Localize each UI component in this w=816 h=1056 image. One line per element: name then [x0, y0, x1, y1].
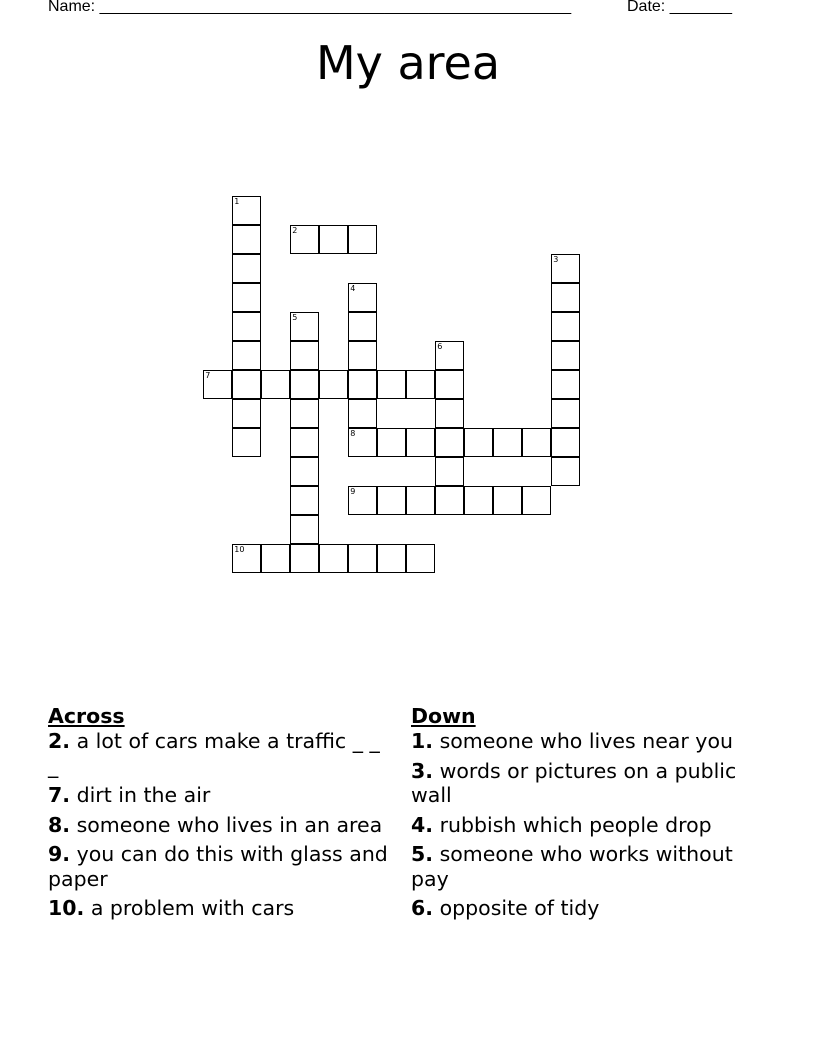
grid-cell[interactable] — [551, 312, 580, 341]
clue-number: 3. — [411, 758, 434, 783]
grid-cell[interactable] — [290, 312, 319, 341]
grid-cell[interactable] — [348, 544, 377, 573]
grid-cell[interactable] — [203, 370, 232, 399]
clue-number: 10. — [48, 896, 85, 920]
clue-number: 8. — [48, 812, 71, 837]
grid-cell[interactable] — [348, 486, 377, 515]
clue-number-label: 5 — [292, 313, 298, 323]
clue-number: 9. — [48, 842, 71, 866]
clue-text: someone who works without pay — [411, 842, 733, 891]
clue-number-label: 8 — [350, 429, 356, 439]
grid-cell[interactable] — [290, 225, 319, 254]
clue-number-label: 9 — [350, 487, 356, 497]
clue-text: opposite of tidy — [433, 896, 600, 920]
clue-number-label: 3 — [553, 255, 559, 265]
grid-cell[interactable] — [435, 428, 464, 457]
grid-cell[interactable] — [377, 428, 406, 457]
down-clue — [411, 759, 756, 808]
grid-cell[interactable] — [348, 428, 377, 457]
grid-cell[interactable] — [232, 428, 261, 457]
clue-number: 1. — [411, 729, 434, 753]
grid-cell[interactable] — [406, 544, 435, 573]
grid-cell[interactable] — [551, 254, 580, 283]
grid-cell[interactable] — [435, 457, 464, 486]
clue-text: words or pictures on a public wall — [411, 758, 737, 807]
down-clues — [411, 703, 756, 926]
across-clue — [48, 783, 388, 808]
grid-cell[interactable] — [232, 544, 261, 573]
across-clue — [48, 896, 388, 921]
clue-text: someone who lives in an area — [70, 812, 383, 837]
grid-cell[interactable] — [261, 544, 290, 573]
grid-cell[interactable] — [348, 341, 377, 370]
grid-cell[interactable] — [551, 399, 580, 428]
grid-cell[interactable] — [261, 370, 290, 399]
clue-text: rubbish which people drop — [433, 812, 712, 837]
clue-number: 6. — [411, 896, 434, 920]
grid-cell[interactable] — [319, 370, 348, 399]
clue-text: dirt in the air — [70, 783, 211, 807]
grid-cell[interactable] — [232, 283, 261, 312]
across-clues — [48, 703, 388, 926]
grid-cell[interactable] — [290, 399, 319, 428]
date-field-label: Date: _______ — [627, 0, 732, 15]
clue-number: 2. — [48, 729, 71, 753]
clue-number-label: 1 — [234, 197, 240, 207]
grid-cell[interactable] — [290, 486, 319, 515]
grid-cell[interactable] — [232, 254, 261, 283]
page-title: My area — [315, 36, 501, 90]
grid-cell[interactable] — [406, 370, 435, 399]
grid-cell[interactable] — [493, 428, 522, 457]
across-clue — [48, 842, 388, 891]
grid-cell[interactable] — [290, 457, 319, 486]
across-heading: Across — [48, 704, 125, 728]
grid-cell[interactable] — [290, 428, 319, 457]
clue-text: a lot of cars make a traffic _ _ _ — [48, 729, 380, 778]
grid-cell[interactable] — [522, 428, 551, 457]
grid-cell[interactable] — [319, 544, 348, 573]
grid-cell[interactable] — [290, 341, 319, 370]
grid-cell[interactable] — [435, 399, 464, 428]
grid-cell[interactable] — [232, 399, 261, 428]
clue-number-label: 7 — [205, 371, 211, 381]
clue-text: you can do this with glass and paper — [48, 842, 388, 891]
grid-cell[interactable] — [551, 370, 580, 399]
grid-cell[interactable] — [290, 544, 319, 573]
grid-cell[interactable] — [290, 515, 319, 544]
grid-cell[interactable] — [232, 370, 261, 399]
grid-cell[interactable] — [377, 370, 406, 399]
clue-text: a problem with cars — [84, 896, 295, 920]
clue-number-label: 4 — [350, 284, 356, 294]
clue-number: 5. — [411, 842, 434, 866]
grid-cell[interactable] — [232, 196, 261, 225]
clue-number: 7. — [48, 783, 71, 807]
grid-cell[interactable] — [464, 428, 493, 457]
grid-cell[interactable] — [377, 486, 406, 515]
crossword-grid — [204, 197, 604, 597]
down-clue — [411, 813, 756, 838]
across-clue — [48, 813, 388, 838]
across-clue — [48, 729, 388, 778]
clue-text: someone who lives near you — [433, 729, 733, 753]
grid-cell[interactable] — [435, 370, 464, 399]
grid-cell[interactable] — [551, 428, 580, 457]
grid-cell[interactable] — [493, 486, 522, 515]
grid-cell[interactable] — [348, 312, 377, 341]
down-clue — [411, 896, 756, 921]
clue-number-label: 10 — [234, 545, 245, 555]
grid-cell[interactable] — [348, 370, 377, 399]
clue-number-label: 6 — [437, 342, 443, 352]
down-clue — [411, 729, 756, 754]
grid-cell[interactable] — [406, 486, 435, 515]
grid-cell[interactable] — [348, 283, 377, 312]
grid-cell[interactable] — [348, 399, 377, 428]
grid-cell[interactable] — [232, 225, 261, 254]
name-field-label: Name: _____________________________________________________ — [48, 0, 572, 15]
grid-cell[interactable] — [406, 428, 435, 457]
grid-cell[interactable] — [377, 544, 406, 573]
grid-cell[interactable] — [522, 486, 551, 515]
grid-cell[interactable] — [551, 341, 580, 370]
grid-cell[interactable] — [319, 225, 348, 254]
grid-cell[interactable] — [435, 486, 464, 515]
grid-cell[interactable] — [290, 370, 319, 399]
grid-cell[interactable] — [435, 341, 464, 370]
grid-cell[interactable] — [551, 457, 580, 486]
down-clue — [411, 842, 756, 891]
down-heading: Down — [411, 704, 476, 728]
clue-number-label: 2 — [292, 226, 298, 236]
grid-cell[interactable] — [551, 283, 580, 312]
grid-cell[interactable] — [348, 225, 377, 254]
grid-cell[interactable] — [232, 341, 261, 370]
grid-cell[interactable] — [232, 312, 261, 341]
grid-cell[interactable] — [464, 486, 493, 515]
clue-number: 4. — [411, 812, 434, 837]
